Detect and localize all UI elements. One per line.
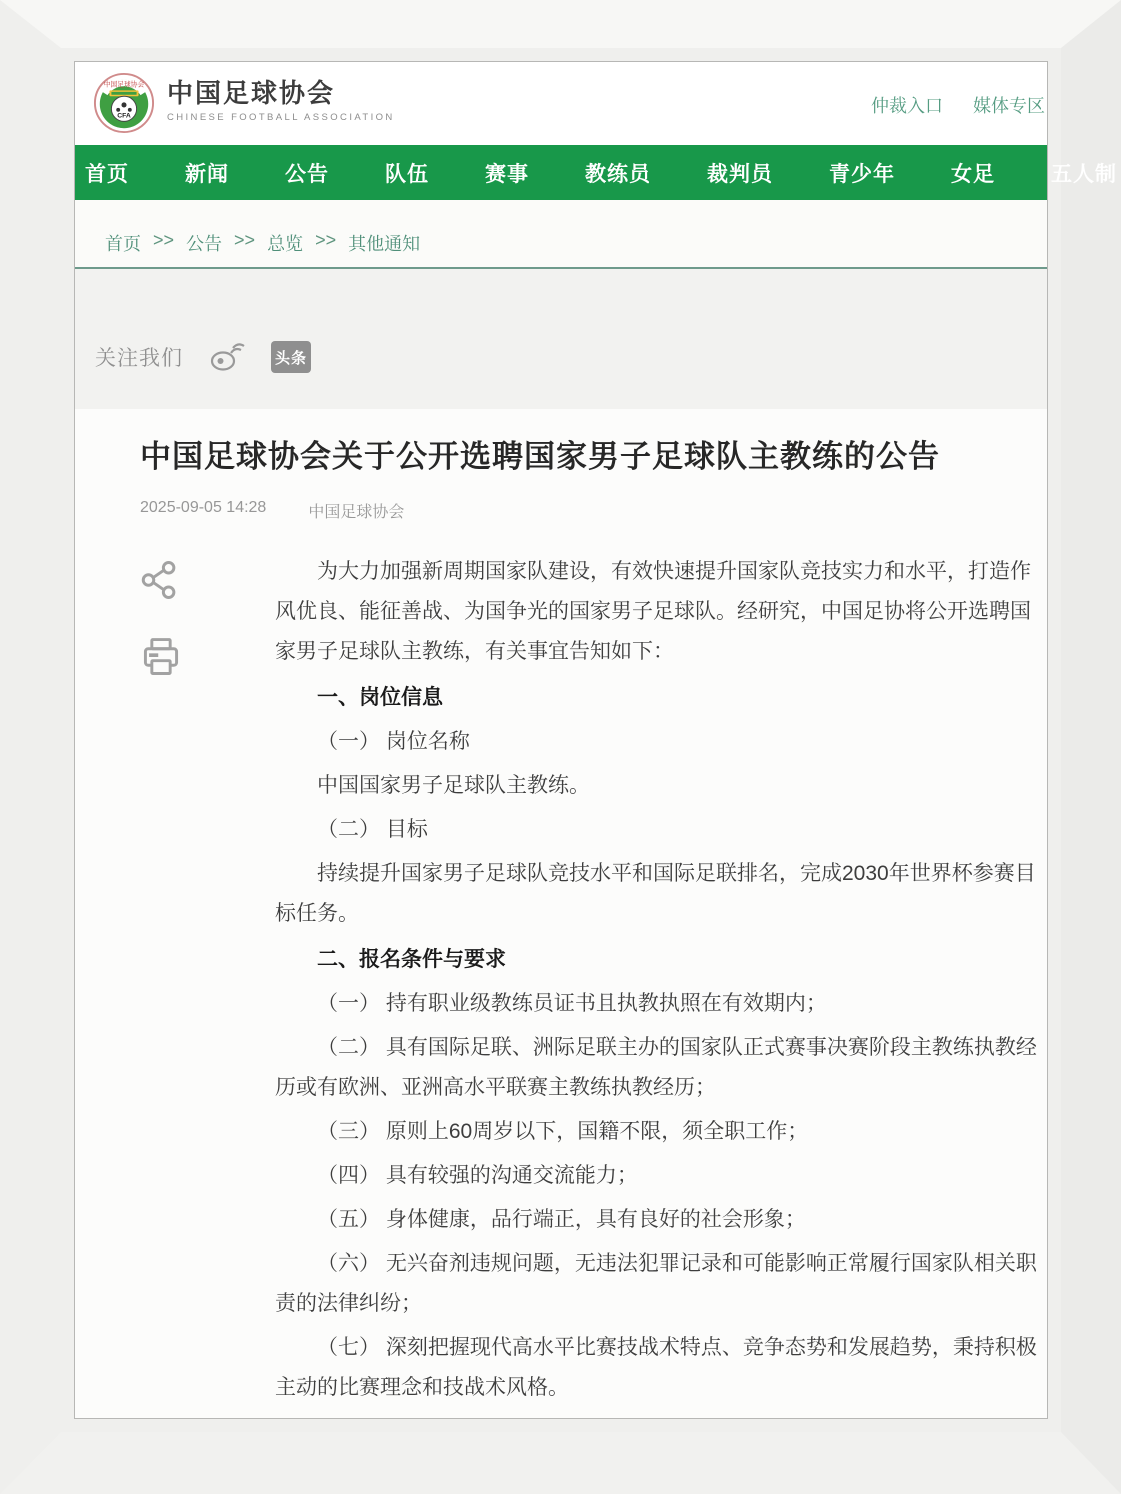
site-name-en: CHINESE FOOTBALL ASSOCIATION xyxy=(167,112,395,123)
breadcrumb-separator: >> xyxy=(234,230,256,250)
toutiao-icon[interactable]: 头条 xyxy=(271,341,311,373)
paragraph: （六） 无兴奋剂违规问题，无违法犯罪记录和可能影响正常履行国家队相关职责的法律纠纷； xyxy=(275,1252,1037,1315)
paragraph: （一） 岗位名称 xyxy=(317,730,470,753)
cfa-logo[interactable] xyxy=(93,72,155,134)
breadcrumb-separator: >> xyxy=(153,230,175,250)
nav-item-7[interactable]: 青少年 xyxy=(829,162,895,186)
weibo-icon[interactable] xyxy=(209,341,245,373)
webpage xyxy=(75,62,1117,1418)
breadcrumb-separator: >> xyxy=(315,230,337,250)
paragraph: 为大力加强新周期国家队建设，有效快速提升国家队竞技实力和水平，打造作风优良、能征善战、为国争光的国家男子足球队。经研究，中国足协将公开选聘国家男子足球队主教练，有关事宜告知如下： xyxy=(275,560,1031,663)
article xyxy=(75,409,1047,1418)
nav-item-0[interactable]: 首页 xyxy=(85,162,129,186)
site-header xyxy=(75,62,1047,145)
paragraph: （一） 持有职业级教练员证书且执教执照在有效期内； xyxy=(317,992,827,1015)
paragraph: （二） 目标 xyxy=(317,818,428,841)
article-meta xyxy=(140,499,1047,522)
nav-item-4[interactable]: 赛事 xyxy=(485,162,529,186)
paragraph: 中国国家男子足球队主教练。 xyxy=(317,774,590,797)
breadcrumb-item-0[interactable]: 首页 xyxy=(105,234,141,254)
breadcrumb-item-1[interactable]: 公告 xyxy=(186,234,223,254)
article-source: 中国足球协会 xyxy=(308,504,405,521)
follow-row xyxy=(95,341,311,373)
header-link-1[interactable]: 媒体专区 xyxy=(973,96,1045,116)
nav-item-2[interactable]: 公告 xyxy=(285,162,329,186)
print-icon[interactable] xyxy=(138,635,184,679)
follow-band xyxy=(75,269,1047,409)
article-body xyxy=(275,552,1037,1408)
site-title xyxy=(167,78,395,123)
breadcrumb xyxy=(75,200,1047,269)
paragraph: 持续提升国家男子足球队竞技水平和国际足联排名，完成2030年世界杯参赛目标任务。 xyxy=(275,862,1036,925)
section-heading: 一、岗位信息 xyxy=(317,686,443,709)
nav-item-9[interactable]: 五人制 xyxy=(1051,162,1117,186)
paragraph: （三） 原则上60周岁以下，国籍不限，须全职工作； xyxy=(317,1120,809,1143)
nav-item-1[interactable]: 新闻 xyxy=(185,162,229,186)
breadcrumb-item-2[interactable]: 总览 xyxy=(267,234,304,254)
article-title: 中国足球协会关于公开选聘国家男子足球队主教练的公告 xyxy=(140,439,940,474)
nav-item-6[interactable]: 裁判员 xyxy=(707,162,773,186)
nav-item-3[interactable]: 队伍 xyxy=(385,162,429,186)
header-links xyxy=(871,92,1045,118)
logo-arc-text: 中国足球协会 xyxy=(103,81,145,89)
paragraph: （七） 深刻把握现代高水平比赛技战术特点、竞争态势和发展趋势，秉持积极主动的比赛理念和技战术风格。 xyxy=(275,1336,1037,1399)
nav-item-8[interactable]: 女足 xyxy=(951,162,995,186)
article-date: 2025-09-05 14:28 xyxy=(140,499,267,516)
header-link-0[interactable]: 仲裁入口 xyxy=(871,96,943,116)
logo-cfa-text: CFA xyxy=(117,112,131,120)
site-name-cn: 中国足球协会 xyxy=(167,78,336,108)
share-icon[interactable] xyxy=(138,559,180,601)
follow-label: 关注我们 xyxy=(95,347,183,370)
nav-item-5[interactable]: 教练员 xyxy=(585,162,651,186)
paragraph: （四） 具有较强的沟通交流能力； xyxy=(317,1164,638,1187)
breadcrumb-item-3[interactable]: 其他通知 xyxy=(348,234,421,254)
paragraph: （五） 身体健康，品行端正，具有良好的社会形象； xyxy=(317,1208,806,1231)
main-nav xyxy=(75,145,1117,200)
section-heading: 二、报名条件与要求 xyxy=(317,948,506,971)
paragraph: （二） 具有国际足联、洲际足联主办的国家队正式赛事决赛阶段主教练执教经历或有欧洲、亚洲高水平联赛主教练执教经历； xyxy=(275,1036,1037,1099)
share-column xyxy=(138,559,184,679)
